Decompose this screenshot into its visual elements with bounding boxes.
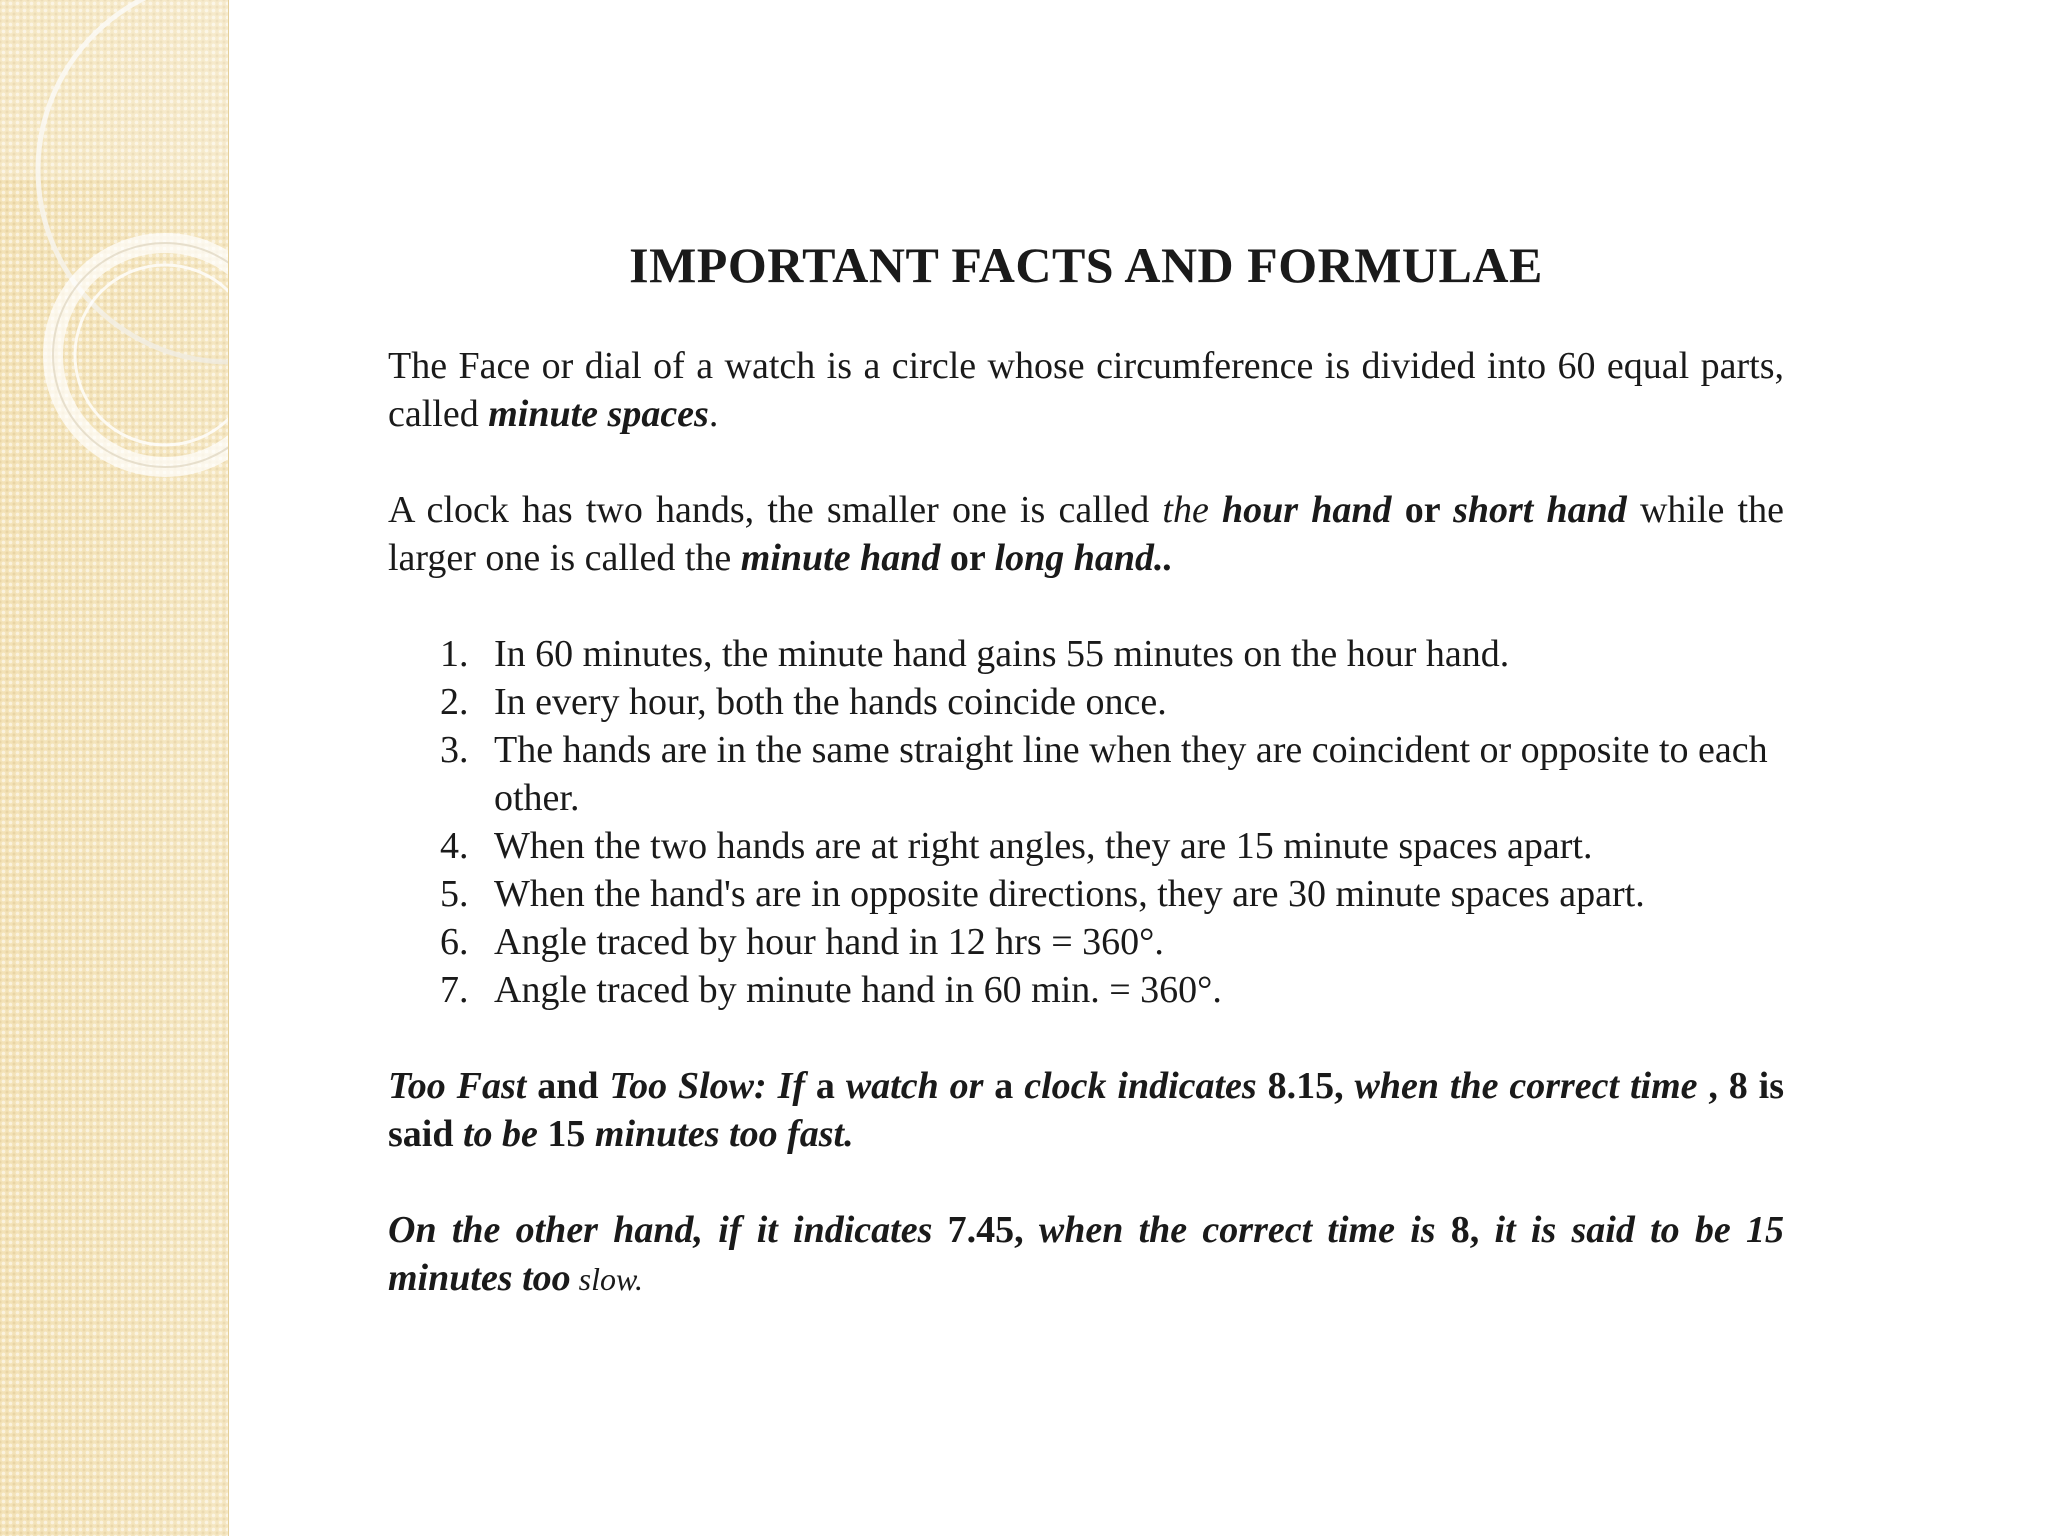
list-item: 7. Angle traced by minute hand in 60 min. = 360°. <box>440 969 1222 1011</box>
decorative-side-band <box>0 0 229 1536</box>
paragraph-too-fast: Too Fast and Too Slow: If a watch or a clock indicates 8.15, when the correct time , 8 is said to be 15 minutes too fast. <box>388 1065 1785 1155</box>
term-long-hand: long hand.. <box>994 537 1173 579</box>
list-item: 4. When the two hands are at right angles, they are 15 minute spaces apart. <box>440 825 1593 867</box>
term-hour-hand: hour hand <box>1208 489 1392 531</box>
list-item: 2. In every hour, both the hands coincide once. <box>440 681 1167 723</box>
paragraph-too-slow: On the other hand, if it indicates 7.45, when the correct time is 8, it is said to be 15 minutes too slow. <box>388 1209 1785 1299</box>
list-item: 3. The hands are in the same straight line when they are coincident or opposite to each other. <box>440 729 1768 819</box>
paragraph-dial: The Face or dial of a watch is a circle whose circumference is divided into 60 equal parts, called minute spaces. <box>388 345 1784 435</box>
list-item: 1. In 60 minutes, the minute hand gains 55 minutes on the hour hand. <box>440 633 1510 675</box>
list-item: 6. Angle traced by hour hand in 12 hrs = 360°. <box>440 921 1164 963</box>
term-short-hand: short hand <box>1453 489 1627 531</box>
facts-list <box>440 630 1784 1014</box>
list-item: 5. When the hand's are in opposite directions, they are 30 minute spaces apart. <box>440 873 1645 915</box>
page-title: IMPORTANT FACTS AND FORMULAE <box>629 237 1543 293</box>
decorative-rings-icon <box>0 0 228 520</box>
term-minute-hand: minute hand <box>740 537 941 579</box>
term-minute-spaces: minute spaces <box>488 393 709 435</box>
paragraph-hands: A clock has two hands, the smaller one is called the hour hand or short hand while the larger one is called the minute hand or long hand.. <box>388 489 1784 579</box>
